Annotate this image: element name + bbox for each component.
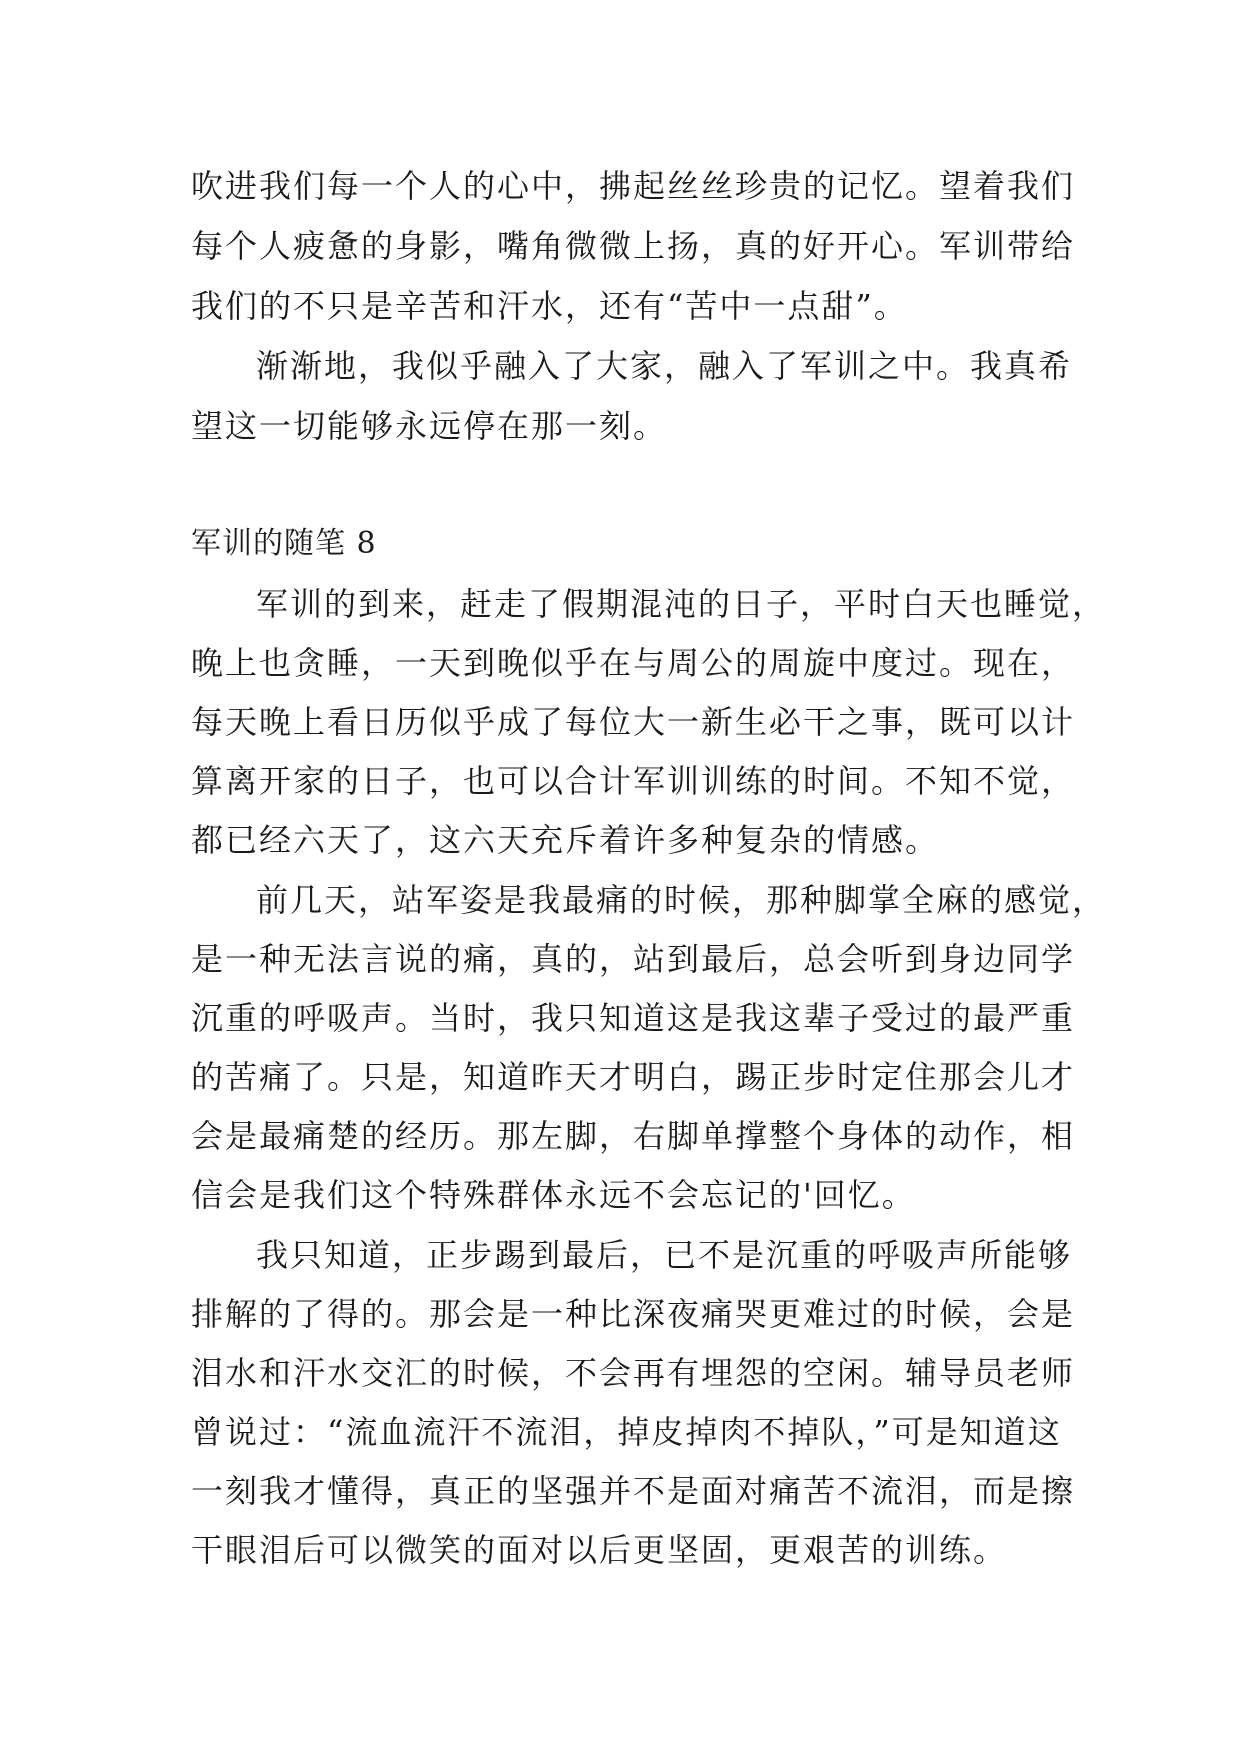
paragraph-4-line-2: 是一种无法言说的痛，真的，站到最后，总会听到身边同学: [191, 940, 1076, 978]
paragraph-3-line-4: 算离开家的日子，也可以合计军训训练的时间。不知不觉，: [191, 762, 1076, 800]
paragraph-4-line-5: 会是最痛楚的经历。那左脚，右脚单撑整个身体的动作，相: [191, 1117, 1076, 1155]
paragraph-5-line-6: 干眼泪后可以微笑的面对以后更坚固，更艰苦的训练。: [191, 1531, 1008, 1569]
paragraph-5-line-1: 我只知道，正步踢到最后，已不是沉重的呼吸声所能够: [256, 1236, 1073, 1274]
paragraph-2-line-1: 渐渐地，我似乎融入了大家，融入了军训之中。我真希: [256, 347, 1073, 385]
paragraph-4-line-4: 的苦痛了。只是，知道昨天才明白，踢正步时定住那会儿才: [191, 1058, 1076, 1096]
paragraph-4-line-1: 前几天，站军姿是我最痛的时候，那种脚掌全麻的感觉，: [256, 881, 1107, 919]
paragraph-1-line-1: 吹进我们每一个人的心中，拂起丝丝珍贵的记忆。望着我们: [191, 167, 1076, 205]
paragraph-3-line-2: 晚上也贪睡，一天到晚似乎在与周公的周旋中度过。现在，: [191, 644, 1076, 682]
paragraph-2-line-2: 望这一切能够永远停在那一刻。: [191, 407, 668, 445]
paragraph-5-line-2: 排解的了得的。那会是一种比深夜痛哭更难过的时候，会是: [191, 1295, 1076, 1333]
paragraph-3-line-5: 都已经六天了，这六天充斥着许多种复杂的情感。: [191, 821, 940, 859]
paragraph-1-line-2: 每个人疲惫的身影，嘴角微微上扬，真的好开心。军训带给: [191, 227, 1076, 265]
paragraph-3-line-3: 每天晚上看日历似乎成了每位大一新生必干之事，既可以计: [191, 703, 1076, 741]
section-title: 军训的随笔 8: [191, 526, 377, 561]
paragraph-3-line-1: 军训的到来，赶走了假期混沌的日子，平时白天也睡觉，: [256, 585, 1107, 623]
paragraph-4-line-6: 信会是我们这个特殊群体永远不会忘记的'回忆。: [191, 1176, 916, 1214]
paragraph-5-line-4: 曾说过：“流血流汗不流泪，掉皮掉肉不掉队，”可是知道这: [191, 1413, 1062, 1451]
paragraph-5-line-5: 一刻我才懂得，真正的坚强并不是面对痛苦不流泪，而是擦: [191, 1472, 1076, 1510]
paragraph-4-line-3: 沉重的呼吸声。当时，我只知道这是我这辈子受过的最严重: [191, 999, 1076, 1037]
paragraph-1-line-3: 我们的不只是辛苦和汗水，还有“苦中一点甜”。: [191, 287, 908, 325]
paragraph-5-line-3: 泪水和汗水交汇的时候，不会再有埋怨的空闲。辅导员老师: [191, 1354, 1076, 1392]
